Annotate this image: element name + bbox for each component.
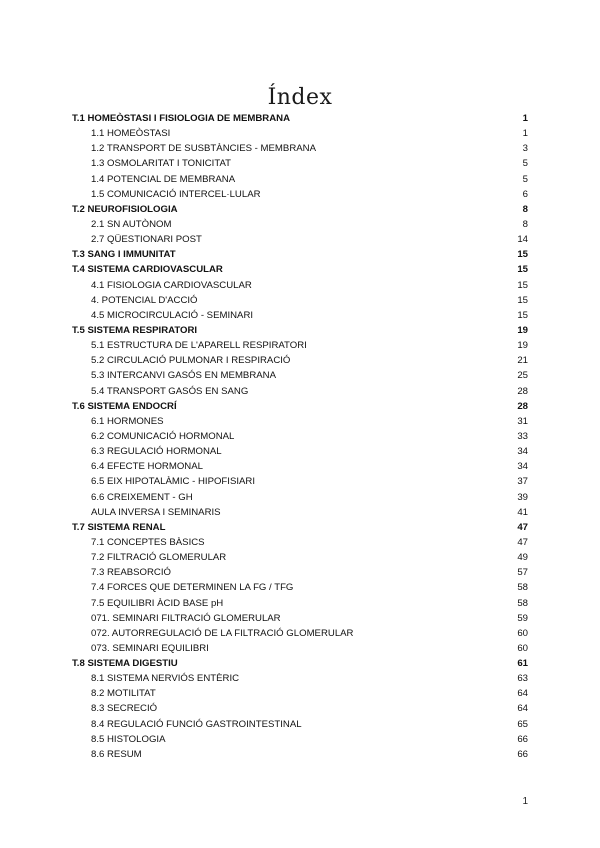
toc-entry-page: 41 — [517, 506, 528, 518]
toc-entry-page: 6 — [522, 188, 528, 200]
toc-section-entry[interactable] — [72, 444, 528, 459]
toc-section-entry[interactable] — [72, 338, 528, 353]
toc-entry-label: T.7 SISTEMA RENAL — [72, 521, 166, 533]
toc-section-entry[interactable] — [72, 717, 528, 732]
toc-entry-page: 8 — [522, 218, 528, 230]
toc-entry-label: T.2 NEUROFISIOLOGIA — [72, 203, 178, 215]
toc-section-entry[interactable] — [72, 172, 528, 187]
page-number: 1 — [522, 796, 528, 807]
toc-entry-label: 1.2 TRANSPORT DE SUSBTÀNCIES - MEMBRANA — [91, 143, 316, 155]
toc-entry-page: 57 — [517, 567, 528, 579]
toc-entry-label: 7.3 REABSORCIÓ — [91, 567, 171, 579]
toc-entry-page: 59 — [517, 612, 528, 624]
toc-entry-label: 7.4 FORCES QUE DETERMINEN LA FG / TFG — [91, 582, 294, 594]
toc-entry-page: 34 — [517, 446, 528, 458]
toc-entry-label: 7.1 CONCEPTES BÀSICS — [91, 536, 205, 548]
toc-section-entry[interactable] — [72, 126, 528, 141]
toc-chapter-entry[interactable] — [72, 399, 528, 414]
toc-chapter-entry[interactable] — [72, 111, 528, 126]
toc-entry-label: 6.6 CREIXEMENT - GH — [91, 491, 193, 503]
toc-entry-page: 14 — [517, 234, 528, 246]
toc-entry-label: T.4 SISTEMA CARDIOVASCULAR — [72, 264, 223, 276]
toc-entry-page: 39 — [517, 491, 528, 503]
table-of-contents — [72, 111, 528, 762]
toc-entry-label: 7.2 FILTRACIÓ GLOMERULAR — [91, 552, 227, 564]
toc-entry-page: 15 — [517, 279, 528, 291]
toc-entry-label: 073. SEMINARI EQUILIBRI — [91, 642, 209, 654]
toc-entry-label: 5.4 TRANSPORT GASÓS EN SANG — [91, 385, 249, 397]
toc-section-entry[interactable] — [72, 141, 528, 156]
toc-entry-label: T.6 SISTEMA ENDOCRÍ — [72, 400, 177, 412]
toc-entry-label: 2.1 SN AUTÒNOM — [91, 218, 172, 230]
toc-section-entry[interactable] — [72, 414, 528, 429]
toc-entry-page: 31 — [517, 415, 528, 427]
toc-entry-label: 071. SEMINARI FILTRACIÓ GLOMERULAR — [91, 612, 281, 624]
toc-entry-label: 5.1 ESTRUCTURA DE L'APARELL RESPIRATORI — [91, 340, 307, 352]
page-title: Índex — [267, 84, 333, 110]
toc-section-entry[interactable] — [72, 293, 528, 308]
toc-section-entry[interactable] — [72, 490, 528, 505]
toc-entry-page: 19 — [517, 340, 528, 352]
toc-entry-page: 5 — [522, 158, 528, 170]
toc-entry-label: 5.3 INTERCANVI GASÓS EN MEMBRANA — [91, 370, 276, 382]
toc-chapter-entry[interactable] — [72, 520, 528, 535]
toc-section-entry[interactable] — [72, 278, 528, 293]
toc-entry-page: 1 — [522, 113, 528, 124]
toc-section-entry[interactable] — [72, 474, 528, 489]
toc-entry-page: 33 — [517, 430, 528, 442]
toc-section-entry[interactable] — [72, 626, 528, 641]
toc-section-entry[interactable] — [72, 732, 528, 747]
toc-entry-page: 34 — [517, 461, 528, 473]
toc-entry-label: 8.6 RESUM — [91, 748, 142, 760]
toc-section-entry[interactable] — [72, 671, 528, 686]
toc-entry-page: 65 — [517, 718, 528, 730]
toc-section-entry[interactable] — [72, 429, 528, 444]
toc-entry-page: 1 — [522, 128, 528, 140]
toc-entry-label: 2.7 QÜESTIONARI POST — [91, 234, 202, 246]
toc-entry-label: 1.4 POTENCIAL DE MEMBRANA — [91, 173, 236, 185]
toc-section-entry[interactable] — [72, 156, 528, 171]
toc-entry-page: 15 — [517, 309, 528, 321]
toc-entry-page: 60 — [517, 627, 528, 639]
toc-entry-page: 60 — [517, 642, 528, 654]
toc-entry-page: 66 — [517, 748, 528, 760]
toc-entry-page: 3 — [522, 143, 528, 155]
toc-chapter-entry[interactable] — [72, 202, 528, 217]
toc-section-entry[interactable] — [72, 384, 528, 399]
toc-entry-label: 4.5 MICROCIRCULACIÓ - SEMINARI — [91, 309, 254, 321]
toc-entry-label: 7.5 EQUILIBRI ÀCID BASE pH — [91, 597, 224, 609]
toc-section-entry[interactable] — [72, 747, 528, 762]
toc-entry-page: 58 — [517, 597, 528, 609]
toc-entry-page: 8 — [522, 203, 528, 215]
toc-section-entry[interactable] — [72, 368, 528, 383]
toc-section-entry[interactable] — [72, 701, 528, 716]
toc-entry-page: 5 — [522, 173, 528, 185]
toc-chapter-entry[interactable] — [72, 323, 528, 338]
toc-section-entry[interactable] — [72, 187, 528, 202]
toc-entry-page: 15 — [517, 294, 528, 306]
toc-entry-label: 4.1 FISIOLOGIA CARDIOVASCULAR — [91, 279, 252, 291]
toc-section-entry[interactable] — [72, 580, 528, 595]
toc-entry-label: 8.5 HISTOLOGIA — [91, 733, 166, 745]
toc-section-entry[interactable] — [72, 641, 528, 656]
toc-entry-page: 64 — [517, 703, 528, 715]
toc-entry-label: 6.3 REGULACIÓ HORMONAL — [91, 446, 222, 458]
toc-entry-label: T.5 SISTEMA RESPIRATORI — [72, 324, 198, 336]
toc-chapter-entry[interactable] — [72, 262, 528, 277]
toc-entry-label: 1.5 COMUNICACIÓ INTERCEL·LULAR — [91, 188, 261, 200]
toc-entry-label: 8.4 REGULACIÓ FUNCIÓ GASTROINTESTINAL — [91, 718, 302, 730]
toc-entry-label: 8.1 SISTEMA NERVIÓS ENTÈRIC — [91, 673, 240, 685]
toc-section-entry[interactable] — [72, 565, 528, 580]
toc-entry-page: 25 — [517, 370, 528, 382]
toc-entry-label: 6.5 EIX HIPOTALÀMIC - HIPOFISIARI — [91, 476, 256, 488]
toc-entry-label: 6.1 HORMONES — [91, 415, 164, 427]
toc-section-entry[interactable] — [72, 505, 528, 520]
toc-entry-page: 28 — [517, 400, 528, 412]
toc-entry-page: 21 — [517, 355, 528, 367]
toc-entry-label: 8.2 MOTILITAT — [91, 688, 156, 700]
toc-section-entry[interactable] — [72, 686, 528, 701]
toc-section-entry[interactable] — [72, 232, 528, 247]
toc-entry-page: 15 — [517, 264, 528, 276]
toc-entry-page: 58 — [517, 582, 528, 594]
toc-entry-page: 28 — [517, 385, 528, 397]
toc-section-entry[interactable] — [72, 217, 528, 232]
toc-chapter-entry[interactable] — [72, 656, 528, 671]
toc-entry-page: 47 — [517, 536, 528, 548]
toc-section-entry[interactable] — [72, 308, 528, 323]
toc-entry-label: 6.4 EFECTE HORMONAL — [91, 461, 203, 473]
toc-chapter-entry[interactable] — [72, 247, 528, 262]
toc-entry-page: 19 — [517, 324, 528, 336]
toc-entry-page: 15 — [517, 249, 528, 261]
toc-entry-label: 8.3 SECRECIÓ — [91, 703, 158, 715]
toc-entry-label: 6.2 COMUNICACIÓ HORMONAL — [91, 430, 235, 442]
toc-entry-page: 64 — [517, 688, 528, 700]
toc-entry-page: 66 — [517, 733, 528, 745]
toc-section-entry[interactable] — [72, 459, 528, 474]
toc-entry-label: T.8 SISTEMA DIGESTIU — [72, 658, 178, 670]
toc-entry-label: 1.3 OSMOLARITAT I TONICITAT — [91, 158, 232, 170]
toc-entry-label: 5.2 CIRCULACIÓ PULMONAR I RESPIRACIÓ — [91, 355, 291, 367]
toc-entry-page: 47 — [517, 521, 528, 533]
toc-section-entry[interactable] — [72, 550, 528, 565]
toc-entry-page: 49 — [517, 552, 528, 564]
toc-entry-page: 37 — [517, 476, 528, 488]
toc-entry-label: 1.1 HOMEÒSTASI — [91, 128, 171, 140]
toc-entry-label: AULA INVERSA I SEMINARIS — [91, 506, 221, 518]
toc-entry-page: 63 — [517, 673, 528, 685]
toc-entry-label: T.3 SANG I IMMUNITAT — [72, 249, 176, 261]
toc-section-entry[interactable] — [72, 535, 528, 550]
toc-section-entry[interactable] — [72, 611, 528, 626]
toc-entry-label: 4. POTENCIAL D'ACCIÓ — [91, 294, 198, 306]
toc-section-entry[interactable] — [72, 596, 528, 611]
toc-entry-label: T.1 HOMEÒSTASI I FISIOLOGIA DE MEMBRANA — [72, 113, 290, 124]
toc-entry-label: 072. AUTORREGULACIÓ DE LA FILTRACIÓ GLOMERULAR — [91, 627, 354, 639]
toc-section-entry[interactable] — [72, 353, 528, 368]
toc-entry-page: 61 — [517, 658, 528, 670]
